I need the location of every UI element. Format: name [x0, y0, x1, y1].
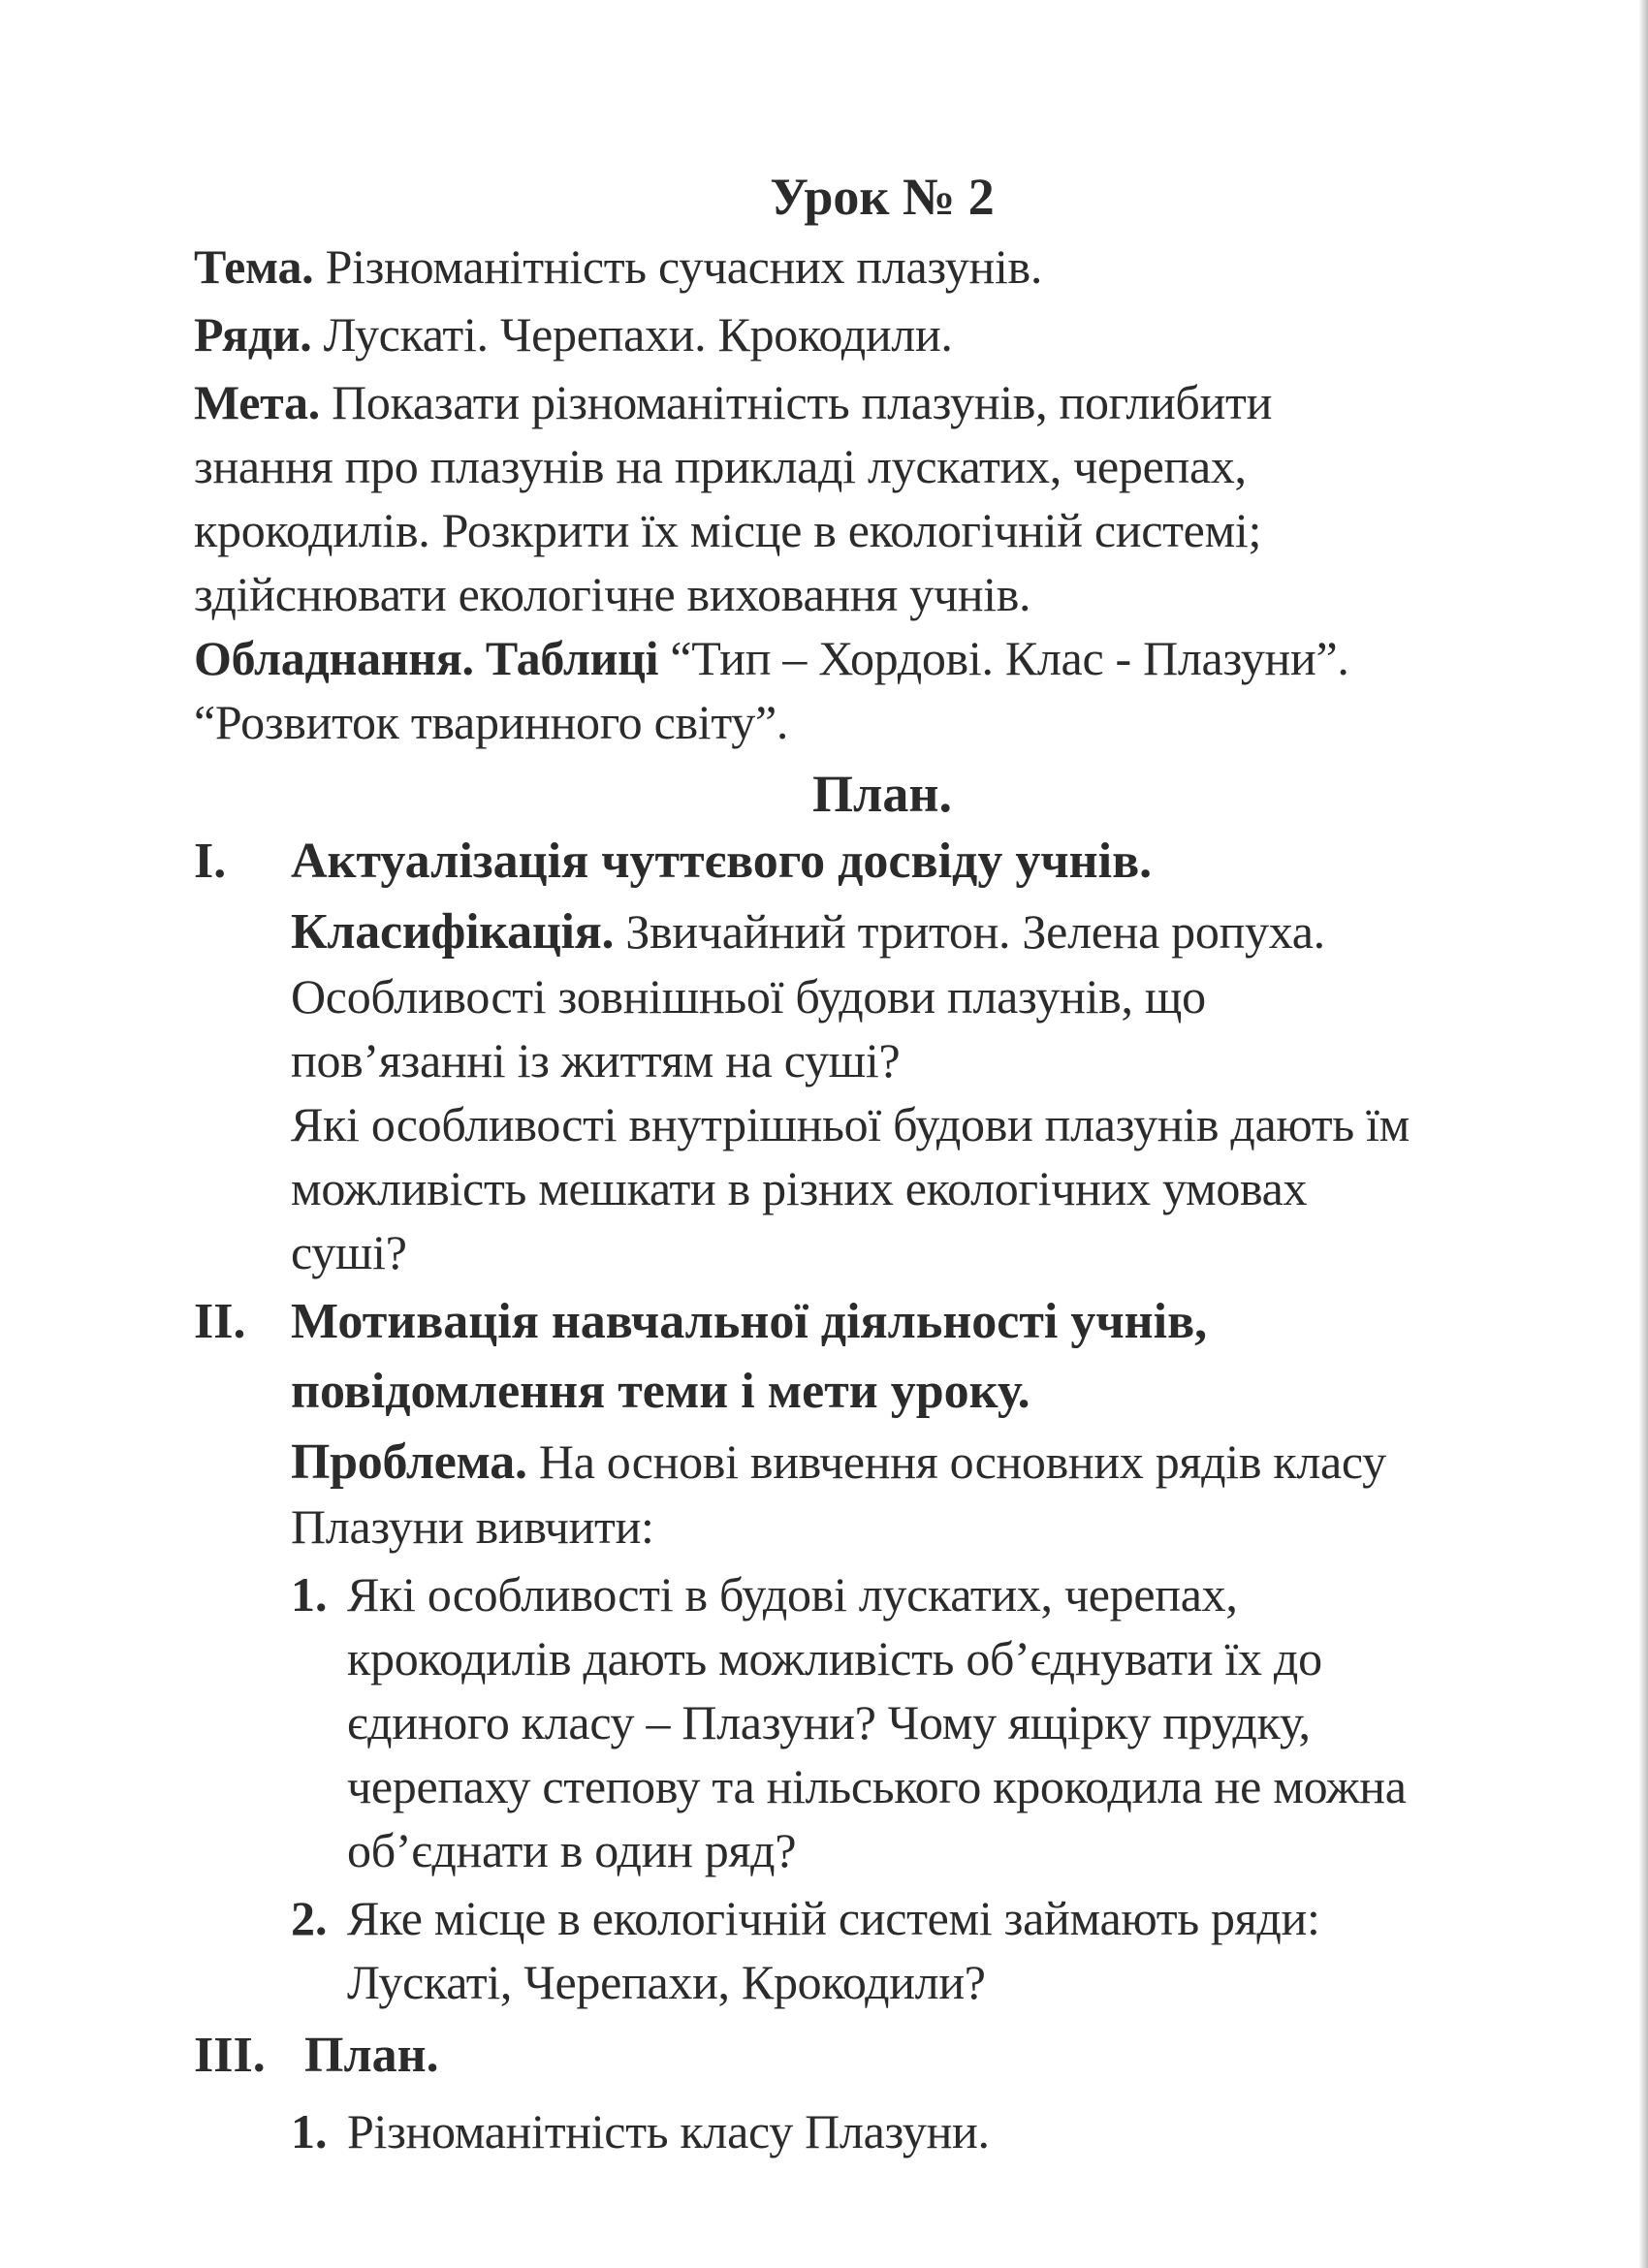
scan-edge-shadow — [1638, 0, 1648, 2268]
problem-line-1 — [291, 1430, 1580, 1495]
section-1 — [194, 830, 1580, 1284]
section-1-heading: Актуалізація чуттєвого досвіду учнів. — [291, 834, 1153, 889]
section-1-line-2: пов’язанні із життям на суші? — [291, 1033, 901, 1087]
document-page — [194, 163, 1580, 2163]
section-3 — [194, 2024, 1580, 2163]
problem-item-2-line-1: Яке місце в екологічній системі займають ряди: — [347, 1891, 1320, 1945]
goal-text-1: Показати різноманітність плазунів, поглибити — [332, 375, 1273, 429]
topic-line — [194, 235, 1580, 299]
problem-item-2-number: 2. — [291, 1891, 328, 1945]
section-1-line-4: можливість мешкати в різних екологічних умовах — [291, 1161, 1308, 1215]
section-1-line-3: Які особливості внутрішньої будови плазунів дають їм — [291, 1097, 1410, 1151]
equipment-text-1: “Тип – Хордові. Клас - Плазуни”. — [670, 631, 1349, 685]
classification-line — [291, 899, 1580, 964]
section-3-numeral: III. — [194, 2028, 266, 2083]
orders-text: Лускаті. Черепахи. Крокодили. — [323, 307, 953, 362]
problem-item-1 — [291, 1562, 1580, 1882]
problem-item-2 — [291, 1886, 1580, 2014]
problem-item-1-number: 1. — [291, 1567, 328, 1622]
section-2 — [194, 1290, 1580, 2014]
problem-item-1-line-5: об’єднати в один ряд? — [347, 1823, 797, 1877]
plan-item-1 — [291, 2099, 1580, 2163]
classification-label: Класифікація. — [291, 904, 615, 960]
topic-text: Різноманітність сучасних плазунів. — [325, 239, 1043, 294]
plan-title: План. — [812, 765, 952, 823]
classification-text: Звичайний тритон. Зелена ропуха. — [625, 904, 1325, 959]
section-2-heading-1: Мотивація навчальної діяльності учнів, — [291, 1294, 1208, 1349]
goal-line-3: крокодилів. Розкрити їх місце в екологічній системі; — [194, 503, 1262, 557]
section-2-heading-2: повідомлення теми і мети уроку. — [291, 1364, 1030, 1419]
goal-line-1 — [194, 370, 1580, 434]
section-3-heading: План. — [304, 2028, 439, 2083]
plan-item-1-text: Різноманітність класу Плазуни. — [347, 2104, 990, 2158]
orders-label: Ряди. — [194, 307, 312, 362]
lesson-title: Урок № 2 — [770, 168, 995, 226]
goal-line-4: здійснювати екологічне виховання учнів. — [194, 567, 1031, 621]
plan-item-1-number: 1. — [291, 2104, 328, 2158]
problem-item-1-line-2: крокодилів дають можливість об’єднувати їх до — [347, 1631, 1322, 1685]
problem-item-2-line-2: Лускаті, Черепахи, Крокодили? — [347, 1955, 986, 2009]
section-1-numeral: I. — [194, 834, 227, 889]
section-1-line-5: суші? — [291, 1225, 407, 1279]
problem-item-1-line-1: Які особливості в будові лускатих, черепах, — [347, 1567, 1238, 1622]
equipment-line-1 — [194, 626, 1580, 690]
problem-line-2: Плазуни вивчити: — [291, 1499, 654, 1554]
goal-line-2: знання про плазунів на прикладі лускатих, черепах, — [194, 439, 1247, 493]
section-2-numeral: II. — [194, 1294, 246, 1349]
section-1-line-1: Особливості зовнішньої будови плазунів, що — [291, 969, 1206, 1024]
problem-text-1: На основі вивчення основних рядів класу — [538, 1434, 1386, 1489]
equipment-line-2: “Розвиток тваринного світу”. — [194, 695, 789, 749]
topic-label: Тема. — [194, 239, 314, 294]
problem-item-1-line-3: єдиного класу – Плазуни? Чому ящірку прудку, — [347, 1695, 1311, 1749]
problem-label: Проблема. — [291, 1434, 527, 1490]
goal-label: Мета. — [194, 375, 320, 429]
equipment-label: Обладнання. Таблиці — [194, 631, 659, 685]
problem-item-1-line-4: черепаху степову та нільського крокодила не можна — [347, 1759, 1407, 1813]
orders-line — [194, 302, 1580, 366]
